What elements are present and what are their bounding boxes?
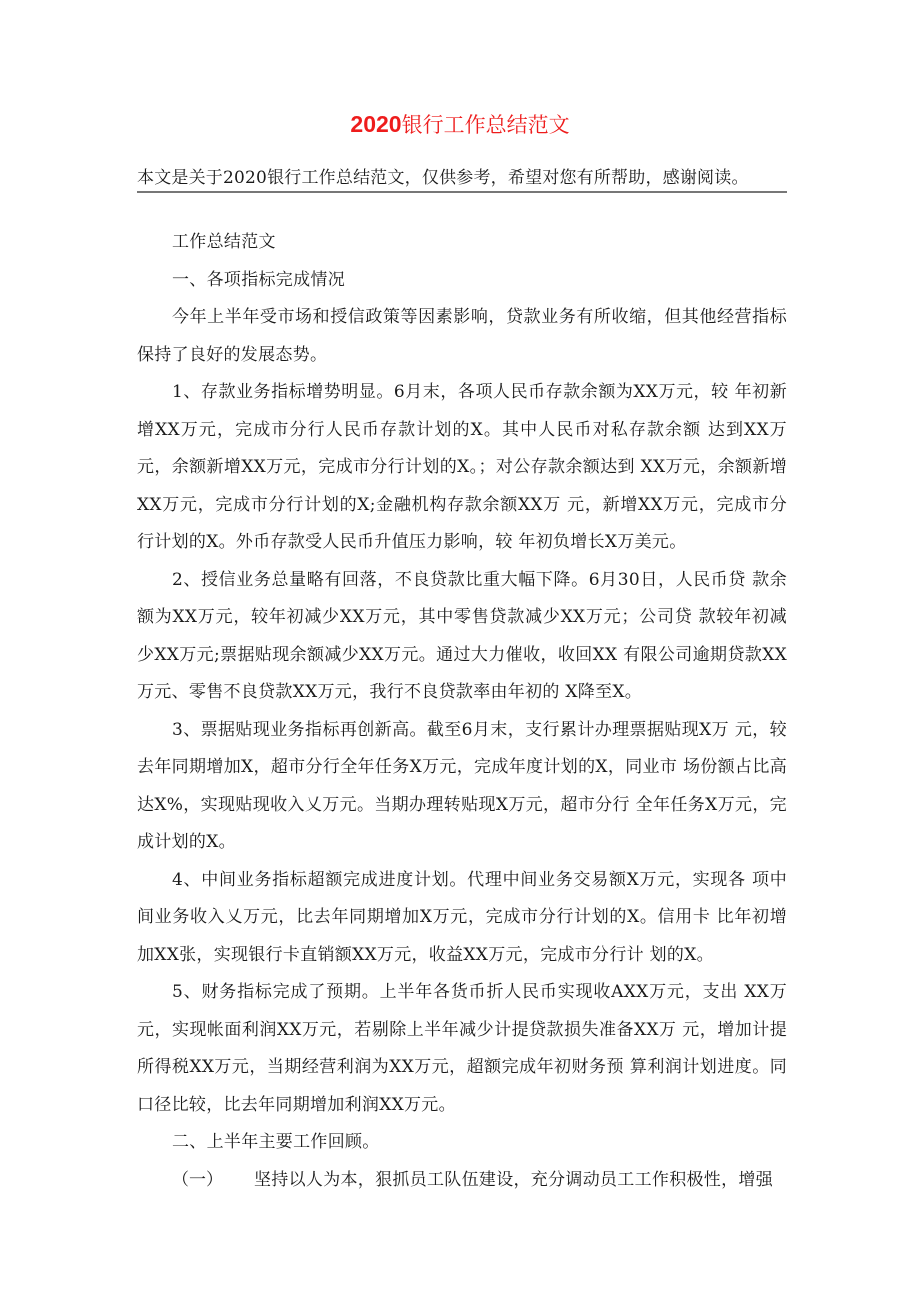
paragraph-item-1: 1、存款业务指标增势明显。6月末，各项人民币存款余额为XX万元，较 年初新增XX万元，完成市分行人民币存款计划的X。其中人民币对私存款余额 达到XX万元，余额新增XX万元，完成市分行计划的X。；对公存款余额达到 XX万元，余额新增XX万元，完成市分行计划的X;金融机构存款余额XX万 元，新增XX万元，完成市分行计划的X。外币存款受人民币升值压力影响，较 年初负增长X万美元。	[137, 382, 787, 552]
section-heading-2: 二、上半年主要工作回顾。	[172, 1132, 380, 1152]
paragraph-item-4: 4、中间业务指标超额完成进度计划。代理中间业务交易额X万元，实现各 项中间业务收入乂万元，比去年同期增加X万元，完成市分行计划的X。信用卡 比年初增加XX张，实现银行卡直销额XX万元，收益XX万元，完成市分行计 划的X。	[137, 869, 787, 965]
intro-line: 本文是关于2020银行工作总结范文，仅供参考，希望对您有所帮助，感谢阅读。	[137, 163, 787, 193]
paragraph-item-5: 5、财务指标完成了预期。上半年各货币折人民币实现收AXX万元，支出 XX万元，实现帐面利润XX万元，若剔除上半年减少计提贷款损失准备XX万 元，增加计提所得税XX万元，当期经营利润为XX万元，超额完成年初财务预 算利润计划进度。同口径比较，比去年同期增加利润XX万元。	[137, 982, 787, 1115]
document-title	[0, 109, 920, 139]
subsection-1	[137, 1162, 787, 1200]
section-heading-1: 一、各项指标完成情况	[172, 269, 345, 290]
section-label: 工作总结范文	[172, 232, 276, 252]
subsection-text: 坚持以人为本，狠抓员工队伍建设，充分调动员工工作积极性，增强	[254, 1169, 773, 1190]
paragraph-item-2: 2、授信业务总量略有回落，不良贷款比重大幅下降。6月30日，人民币贷 款余额为XX万元，较年初减少XX万元，其中零售贷款减少XX万元；公司贷 款较年初减少XX万元;票据贴现余额减少XX万元。通过大力催收，收回XX 有限公司逾期贷款XX万元、零售不良贷款XX万元，我行不良贷款率由年初的 X降至X。	[137, 569, 787, 702]
document-body	[137, 224, 787, 1199]
title-year: 2020	[350, 111, 402, 138]
title-text: 银行工作总结范文	[401, 113, 570, 138]
subsection-marker: （一）	[172, 1169, 223, 1190]
paragraph-item-3: 3、票据贴现业务指标再创新高。截至6月末，支行累计办理票据贴现X万 元，较去年同期增加X，超市分行全年任务X万元，完成年度计划的X，同业市 场份额占比高达X%，实现贴现收入乂万元。当期办理转贴现X万元，超市分行 全年任务X万元，完成计划的X。	[137, 719, 787, 852]
paragraph-overview: 今年上半年受市场和授信政策等因素影响，贷款业务有所收缩，但其他经营指标保持了良好的发展态势。	[137, 307, 787, 365]
